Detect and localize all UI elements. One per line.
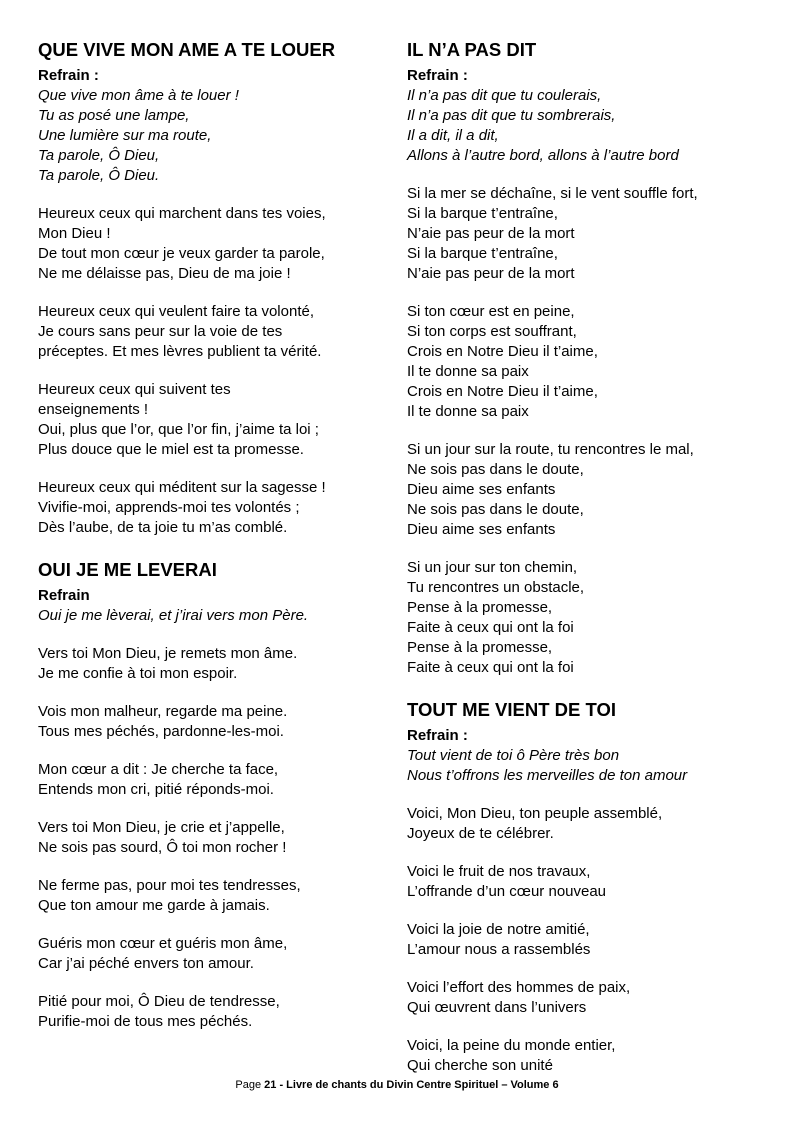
stanza-line: Crois en Notre Dieu il t’aime, xyxy=(407,383,598,400)
left-column xyxy=(38,38,393,1032)
refrain-label: Refrain : xyxy=(38,67,99,84)
stanza-line: N’aie pas peur de la mort xyxy=(407,265,575,282)
song-title: OUI JE ME LEVERAI xyxy=(38,559,217,580)
stanza-line: Voici, Mon Dieu, ton peuple assemblé, xyxy=(407,805,663,822)
refrain-line: Il n’a pas dit que tu coulerais, xyxy=(407,87,602,104)
stanza-line: Si la barque t’entraîne, xyxy=(407,205,558,222)
refrain-line: Tu as posé une lampe, xyxy=(38,107,190,124)
stanza xyxy=(407,558,767,678)
refrain-line: Allons à l’autre bord, allons à l’autre bord xyxy=(407,147,679,164)
song-title: QUE VIVE MON AME A TE LOUER xyxy=(38,39,336,60)
song-title: TOUT ME VIENT DE TOI xyxy=(407,699,617,720)
footer-book-title: - Livre de chants du Divin Centre Spirituel – Volume 6 xyxy=(276,1079,559,1091)
stanza xyxy=(38,478,393,538)
refrain-label: Refrain xyxy=(38,587,90,604)
refrain xyxy=(38,86,393,186)
stanza xyxy=(38,934,393,974)
footer-page-number: 21 xyxy=(264,1079,277,1091)
stanza xyxy=(407,184,767,284)
stanza-line: L’amour nous a rassemblés xyxy=(407,941,591,958)
refrain-line: Il n’a pas dit que tu sombrerais, xyxy=(407,107,616,124)
stanza-line: Qui cherche son unité xyxy=(407,1057,553,1074)
page-footer xyxy=(0,1078,794,1092)
stanza-line: Dès l’aube, de ta joie tu m’as comblé. xyxy=(38,519,288,536)
refrain xyxy=(407,86,767,166)
stanza-line: Faite à ceux qui ont la foi xyxy=(407,619,574,636)
song-oui-je-me-leverai xyxy=(38,558,393,1032)
stanza xyxy=(407,804,767,844)
stanza-line: Ne sois pas dans le doute, xyxy=(407,461,584,478)
stanza-line: L’offrande d’un cœur nouveau xyxy=(407,883,607,900)
stanza-line: Si ton corps est souffrant, xyxy=(407,323,577,340)
stanza-line: De tout mon cœur je veux garder ta parole, xyxy=(38,245,325,262)
stanza-line: Je me confie à toi mon espoir. xyxy=(38,665,238,682)
stanza xyxy=(38,644,393,684)
stanza-line: Il te donne sa paix xyxy=(407,403,529,420)
stanza-line: Dieu aime ses enfants xyxy=(407,481,556,498)
stanza-line: Ne ferme pas, pour moi tes tendresses, xyxy=(38,877,301,894)
stanza-line: Si la mer se déchaîne, si le vent souffle fort, xyxy=(407,185,698,202)
stanza-line: Pense à la promesse, xyxy=(407,599,553,616)
stanza-line: Vers toi Mon Dieu, je remets mon âme. xyxy=(38,645,298,662)
refrain-line: Tout vient de toi ô Père très bon xyxy=(407,747,620,764)
stanza-line: Je cours sans peur sur la voie de tes xyxy=(38,323,283,340)
stanza-line: Que ton amour me garde à jamais. xyxy=(38,897,270,914)
refrain-line: Ta parole, Ô Dieu, xyxy=(38,147,160,164)
stanza-line: Pense à la promesse, xyxy=(407,639,553,656)
stanza xyxy=(38,992,393,1032)
song-title: IL N’A PAS DIT xyxy=(407,39,537,60)
stanza xyxy=(38,702,393,742)
refrain-line: Nous t’offrons les merveilles de ton amour xyxy=(407,767,688,784)
refrain-label: Refrain : xyxy=(407,727,468,744)
stanza-line: Il te donne sa paix xyxy=(407,363,529,380)
refrain xyxy=(38,606,393,626)
stanza-line: Heureux ceux qui marchent dans tes voies, xyxy=(38,205,326,222)
refrain xyxy=(407,746,767,786)
stanza-line: Voici, la peine du monde entier, xyxy=(407,1037,616,1054)
song-tout-me-vient-de-toi xyxy=(407,698,767,1076)
stanza xyxy=(38,818,393,858)
stanza-line: Pitié pour moi, Ô Dieu de tendresse, xyxy=(38,993,280,1010)
refrain-line: Ta parole, Ô Dieu. xyxy=(38,167,160,184)
refrain-label: Refrain : xyxy=(407,67,468,84)
stanza-line: préceptes. Et mes lèvres publient ta vérité. xyxy=(38,343,322,360)
stanza xyxy=(38,760,393,800)
stanza-line: Tu rencontres un obstacle, xyxy=(407,579,585,596)
stanza-line: Voici le fruit de nos travaux, xyxy=(407,863,591,880)
stanza xyxy=(38,302,393,362)
stanza-line: Ne me délaisse pas, Dieu de ma joie ! xyxy=(38,265,291,282)
stanza xyxy=(407,440,767,540)
stanza-line: Vois mon malheur, regarde ma peine. xyxy=(38,703,288,720)
stanza-line: Tous mes péchés, pardonne-les-moi. xyxy=(38,723,284,740)
stanza-line: Ne sois pas dans le doute, xyxy=(407,501,584,518)
refrain-line: Une lumière sur ma route, xyxy=(38,127,212,144)
stanza-line: Joyeux de te célébrer. xyxy=(407,825,554,842)
stanza-line: Heureux ceux qui veulent faire ta volonté, xyxy=(38,303,314,320)
stanza-line: Car j’ai péché envers ton amour. xyxy=(38,955,254,972)
stanza-line: Voici l’effort des hommes de paix, xyxy=(407,979,631,996)
stanza-line: Vivifie-moi, apprends-moi tes volontés ; xyxy=(38,499,300,516)
stanza-line: Mon cœur a dit : Je cherche ta face, xyxy=(38,761,279,778)
stanza-line: Si la barque t’entraîne, xyxy=(407,245,558,262)
stanza-line: Mon Dieu ! xyxy=(38,225,111,242)
stanza-line: Voici la joie de notre amitié, xyxy=(407,921,590,938)
stanza-line: Plus douce que le miel est ta promesse. xyxy=(38,441,304,458)
stanza-line: enseignements ! xyxy=(38,401,149,418)
stanza xyxy=(407,862,767,902)
refrain-line: Oui je me lèverai, et j’irai vers mon Père. xyxy=(38,607,309,624)
stanza-line: Si un jour sur la route, tu rencontres le mal, xyxy=(407,441,694,458)
stanza xyxy=(38,204,393,284)
stanza-line: Si un jour sur ton chemin, xyxy=(407,559,578,576)
footer-prefix: Page xyxy=(235,1079,265,1091)
stanza-line: Ne sois pas sourd, Ô toi mon rocher ! xyxy=(38,839,287,856)
stanza-line: Faite à ceux qui ont la foi xyxy=(407,659,574,676)
stanza xyxy=(407,1036,767,1076)
stanza-line: Dieu aime ses enfants xyxy=(407,521,556,538)
stanza-line: Heureux ceux qui suivent tes xyxy=(38,381,231,398)
stanza-line: Guéris mon cœur et guéris mon âme, xyxy=(38,935,288,952)
stanza-line: Purifie-moi de tous mes péchés. xyxy=(38,1013,253,1030)
refrain-line: Il a dit, il a dit, xyxy=(407,127,499,144)
song-il-na-pas-dit xyxy=(407,38,767,678)
stanza-line: Crois en Notre Dieu il t’aime, xyxy=(407,343,598,360)
stanza xyxy=(407,920,767,960)
stanza-line: Qui œuvrent dans l’univers xyxy=(407,999,587,1016)
stanza-line: Si ton cœur est en peine, xyxy=(407,303,575,320)
right-column xyxy=(407,38,767,1076)
stanza-line: Vers toi Mon Dieu, je crie et j’appelle, xyxy=(38,819,285,836)
stanza-line: Oui, plus que l’or, que l’or fin, j’aime ta loi ; xyxy=(38,421,319,438)
stanza-line: Entends mon cri, pitié réponds-moi. xyxy=(38,781,274,798)
refrain-line: Que vive mon âme à te louer ! xyxy=(38,87,239,104)
song-que-vive-mon-ame xyxy=(38,38,393,538)
stanza xyxy=(38,380,393,460)
stanza-line: N’aie pas peur de la mort xyxy=(407,225,575,242)
stanza-line: Heureux ceux qui méditent sur la sagesse ! xyxy=(38,479,326,496)
stanza xyxy=(407,302,767,422)
stanza xyxy=(38,876,393,916)
stanza xyxy=(407,978,767,1018)
